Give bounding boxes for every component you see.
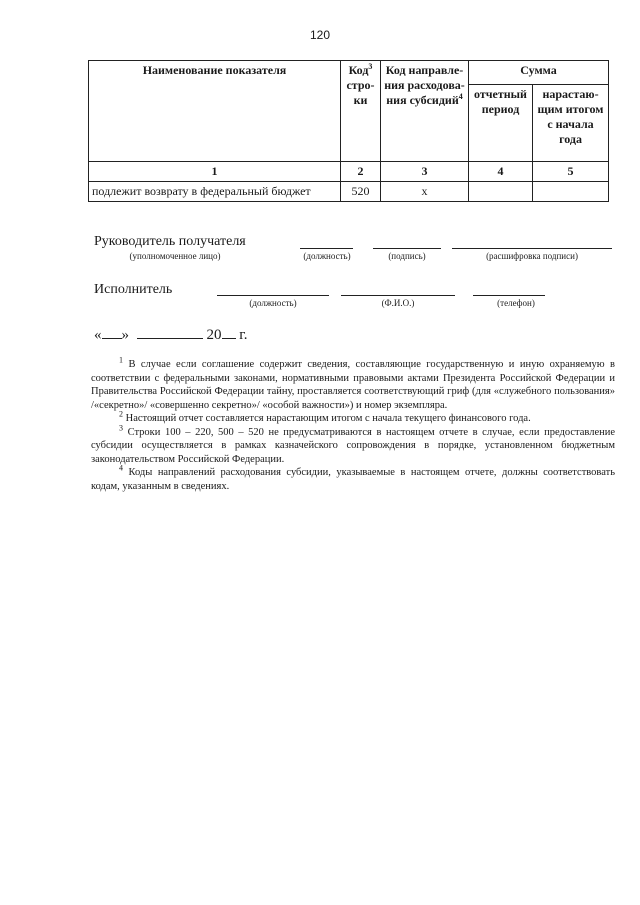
column-number: 5 — [533, 162, 609, 182]
header-cumulative: нарастаю-щим итогом с начала года — [533, 84, 609, 161]
footnotes — [91, 355, 616, 493]
header-direction-code: Код направле-ния расходова-ния субсидий$^4$ — [381, 61, 469, 162]
signature-line — [373, 248, 441, 249]
page-number: 120 — [309, 28, 331, 42]
footnote: $^1$ В случае если соглашение содержит сведения, составляющие государственную и иную охраняемую в соответствии с федеральными законами, нормативными правовыми актами Президента Российской Федерации и Правительства Российской Федерации тайну, проставляется соответствующий гриф (для «служебного пользования» /«секретно»/ «совершенно секретно»/ «особой важности») и номер экземпляра. — [91, 355, 616, 411]
row-direction: x — [381, 182, 469, 202]
footnote: $^2$ Настоящий отчет составляется нарастающим итогом с начала текущего финансового года. — [119, 409, 531, 424]
column-number: 4 — [469, 162, 533, 182]
row-reporting-value — [469, 182, 533, 202]
signature-caption: (подпись) — [388, 251, 426, 261]
date-line: « » 20 г. — [94, 327, 248, 343]
position-line — [300, 248, 353, 249]
fio-caption: (Ф.И.О.) — [381, 298, 415, 308]
executor-label: Исполнитель — [94, 282, 173, 297]
header-name: Наименование показателя — [89, 61, 341, 162]
row-code: 520 — [341, 182, 381, 202]
column-number: 2 — [341, 162, 381, 182]
report-table — [88, 60, 609, 202]
executor-position-caption: (должность) — [249, 298, 297, 308]
decryption-caption: (расшифровка подписи) — [486, 251, 578, 261]
column-number: 3 — [381, 162, 469, 182]
fio-line — [341, 295, 455, 296]
position-caption: (должность) — [303, 251, 351, 261]
column-numbers-row — [89, 162, 609, 182]
head-sublabel: (уполномоченное лицо) — [129, 251, 221, 261]
row-name: подлежит возврату в федеральный бюджет — [89, 182, 341, 202]
table-row — [89, 182, 609, 202]
phone-line — [473, 295, 545, 296]
row-cumulative-value — [533, 182, 609, 202]
column-number: 1 — [89, 162, 341, 182]
header-line-code: Код$^3$ стро-ки — [341, 61, 381, 162]
phone-caption: (телефон) — [497, 298, 535, 308]
footnote: $^3$ Строки 100 – 220, 500 – 520 не предусматриваются в настоящем отчете в случае, если предоставление субсидии осуществляется в рамках казначейского сопровождения в порядке, установленном бюджетным законодательством Российской Федерации. — [91, 423, 616, 465]
header-reporting-period: отчетный период — [469, 84, 533, 161]
executor-position-line — [217, 295, 329, 296]
header-sum: Сумма — [469, 61, 609, 85]
head-label: Руководитель получателя — [94, 234, 246, 249]
footnote: $^4$ Коды направлений расходования субсидии, указываемые в настоящем отчете, должны соответствовать кодам, указанным в сведениях. — [91, 463, 615, 492]
decryption-line — [452, 248, 612, 249]
